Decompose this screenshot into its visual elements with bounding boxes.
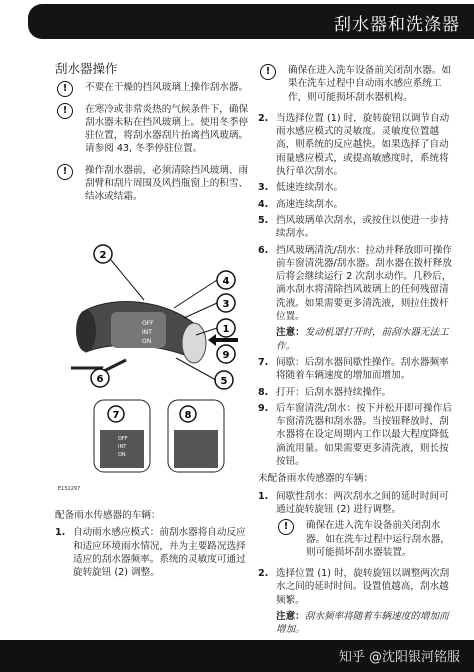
rain-sensor-heading: 配备雨水传感器的车辆： <box>55 510 161 521</box>
warning-carwash-1: ! 确保在进入洗车设备前关闭刮水器。如果在洗车过程中自动雨水感应系统工作，则可能损坏刮水器机构。 <box>258 64 454 104</box>
page-footer <box>0 640 474 672</box>
warning-icon: ! <box>260 64 276 80</box>
note: 注意：发动机罩打开时，前刮水器无法工作。 <box>276 327 449 352</box>
callout-9: 9 <box>222 350 230 361</box>
list-item: 1. 自动雨水感应模式：前刮水器将自动反应和适应环境雨水情况，并为主要路况选择适应的刮水器频率。系统的灵敏度可通过旋转旋钮 (2) 调整。 <box>55 527 246 579</box>
wiper-operation-heading: 刮水器操作 <box>55 61 118 76</box>
switch-label-on: ON <box>142 338 152 345</box>
warning-icon: ! <box>57 103 73 119</box>
warning-text: 操作刮水器前，必须清除挡风玻璃、雨刮臂和刮片周围及风挡瓶窗上的积雪、结冰或结霜。 <box>85 164 249 203</box>
svg-text:OFF: OFF <box>118 436 128 442</box>
page-header <box>28 4 474 39</box>
list-item: 9. 后车窗清洗/刮水：按下并松开即可操作后车窗清洗器和刮水器。当按钮释放时，刮水器将在设定周期内工作以最大程度降低滴流用量。如果需要更多清洗液，则长按按钮。 <box>258 402 452 468</box>
warning-1 <box>55 81 251 94</box>
callout-2: 2 <box>99 250 107 261</box>
list-item: 8. 打开：后刮水器持续操作。 <box>258 386 392 398</box>
callout-3: 3 <box>222 299 230 310</box>
list-item: 6. 挡风玻璃清洗/刮水：拉动并释放即可操作前车窗清洗器/刮水器。刮水器在拨杆释放后将会继续运行 2 次刮水动作。几秒后，滴水刮水将清除挡风玻璃上的任何残留清洗液。如果需要更多清洗液，则拉住拨杆位置。 <box>258 244 452 323</box>
callout-8: 8 <box>184 410 192 421</box>
section-title: 刮水器和洗涤器 <box>334 15 460 35</box>
list-item: 2. 选择位置 (1) 时，旋转旋钮以调整两次刮水之间的延时时间。设置值越高，刮水越频繁。 <box>258 568 450 606</box>
left-column <box>55 62 251 212</box>
note: 注意：刮水频率将随着车辆速度的增加而增加。 <box>276 610 449 636</box>
list-item: 3. 低速连续刮水。 <box>258 182 344 194</box>
left-lower <box>55 505 251 582</box>
callout-7: 7 <box>112 410 120 421</box>
callout-4: 4 <box>222 276 230 287</box>
watermark-text: 知乎 @沈阳银河铭服 <box>338 650 460 665</box>
list-item: 7. 间歇：后刮水器间歇性操作。刮水器频率将随着车辆速度的增加而增加。 <box>258 356 449 382</box>
warning-text: 不要在干燥的挡风玻璃上操作刮水器。 <box>85 82 249 94</box>
warning-icon: ! <box>57 81 73 97</box>
warning-icon: ! <box>278 519 294 535</box>
list-item: 4. 高速连续刮水。 <box>258 198 344 210</box>
svg-text:INT: INT <box>118 444 127 450</box>
list-item: 5. 挡风玻璃单次刮水，或按住以使进一步持续刮水。 <box>258 214 449 240</box>
callout-1: 1 <box>222 324 230 335</box>
list-item: 2. 当选择位置 (1) 时，旋转旋钮以调节自动雨水感应模式的灵敏度。灵敏度位置越高，则系统的反应越快。如果选择了自动雨量感应模式，或提高敏感度时，系统将执行单次刮水。 <box>258 112 450 178</box>
figure-code: E152297 <box>58 486 81 492</box>
wiper-stalk-figure <box>56 240 242 498</box>
no-sensor-heading: 未配备雨水传感器的车辆： <box>258 473 374 485</box>
switch-label-int: INT <box>142 329 152 336</box>
switch-label-off: OFF <box>142 320 154 327</box>
warning-carwash-2: ! 确保在进入洗车设备前关闭刮水器。如在洗车过程中运行刮水器，则可能损坏刮水器装置。 <box>276 519 454 559</box>
list-item: 1. 间歇性刮水：两次刮水之间的延时时间可通过旋转旋钮 (2) 进行调整。 <box>258 490 449 515</box>
callout-6: 6 <box>96 374 104 385</box>
warning-icon: ! <box>57 164 73 180</box>
warning-2 <box>55 103 251 156</box>
right-column <box>258 64 454 640</box>
warning-text: 在寒冷或非常炎热的气候条件下，确保刮水器未粘在挡风玻璃上。使用冬季停驻位置，将刮水器刮片抬离挡风玻璃。请参阅 43, 冬季停驻位置。 <box>85 103 249 155</box>
callout-5: 5 <box>220 376 228 387</box>
warning-3 <box>55 164 251 204</box>
svg-text:ON: ON <box>118 452 126 458</box>
